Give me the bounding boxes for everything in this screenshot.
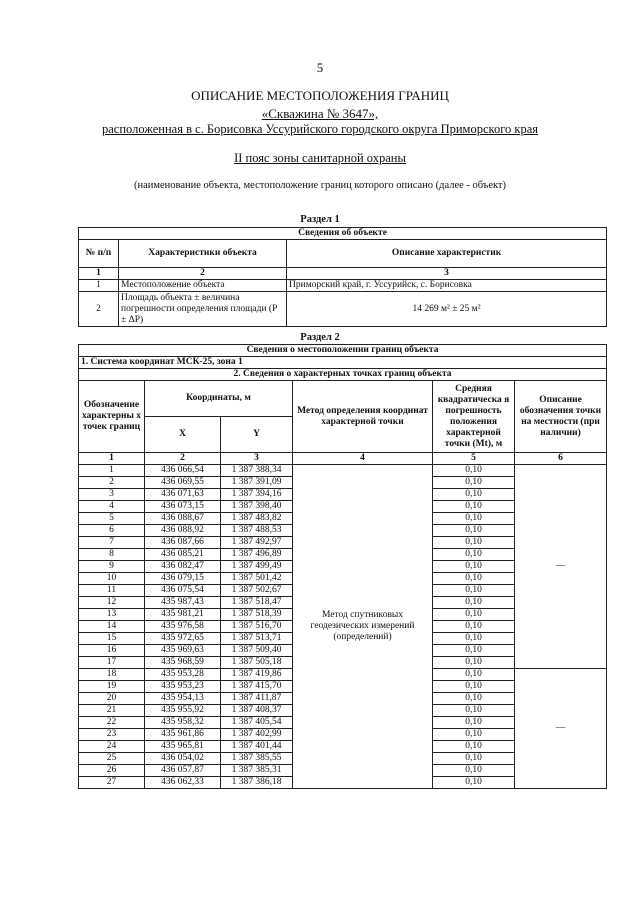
characteristic-cell: Местоположение объекта xyxy=(119,280,287,292)
y-coordinate: 1 387 502,67 xyxy=(221,585,293,597)
col-point-header: Обозначение характерны х точек границ xyxy=(79,381,145,453)
point-number: 13 xyxy=(79,609,145,621)
col-characteristics-header: Характеристики объекта xyxy=(119,240,287,268)
x-coordinate: 435 981,21 xyxy=(145,609,221,621)
mt-value: 0,10 xyxy=(433,741,515,753)
point-number: 20 xyxy=(79,693,145,705)
mt-value: 0,10 xyxy=(433,753,515,765)
mt-value: 0,10 xyxy=(433,477,515,489)
x-coordinate: 436 069,55 xyxy=(145,477,221,489)
mt-value: 0,10 xyxy=(433,765,515,777)
y-coordinate: 1 387 394,16 xyxy=(221,489,293,501)
y-coordinate: 1 387 501,42 xyxy=(221,573,293,585)
mt-value: 0,10 xyxy=(433,573,515,585)
mt-value: 0,10 xyxy=(433,537,515,549)
points-heading: 2. Сведения о характерных точках границ объекта xyxy=(79,369,607,381)
y-coordinate: 1 387 419,86 xyxy=(221,669,293,681)
y-coordinate: 1 387 385,55 xyxy=(221,753,293,765)
x-coordinate: 436 057,87 xyxy=(145,765,221,777)
x-coordinate: 435 972,65 xyxy=(145,633,221,645)
x-coordinate: 436 088,92 xyxy=(145,525,221,537)
point-number: 14 xyxy=(79,621,145,633)
y-coordinate: 1 387 509,40 xyxy=(221,645,293,657)
point-number: 24 xyxy=(79,741,145,753)
y-coordinate: 1 387 496,89 xyxy=(221,549,293,561)
x-coordinate: 435 965,81 xyxy=(145,741,221,753)
y-coordinate: 1 387 408,37 xyxy=(221,705,293,717)
point-number: 17 xyxy=(79,657,145,669)
point-number: 21 xyxy=(79,705,145,717)
table-row xyxy=(79,280,607,292)
mt-value: 0,10 xyxy=(433,597,515,609)
x-coordinate: 435 953,23 xyxy=(145,681,221,693)
x-coordinate: 436 062,33 xyxy=(145,777,221,789)
index-cell: 6 xyxy=(515,453,607,465)
point-number: 12 xyxy=(79,597,145,609)
y-coordinate: 1 387 398,40 xyxy=(221,501,293,513)
col-description-header: Описание обозначения точки на местности (при наличии) xyxy=(515,381,607,453)
index-cell: 5 xyxy=(433,453,515,465)
table-row xyxy=(79,465,607,477)
mt-value: 0,10 xyxy=(433,561,515,573)
boundary-heading: Сведения о местоположении границ объекта xyxy=(79,345,607,357)
col-x-header: X xyxy=(145,417,221,453)
mt-value: 0,10 xyxy=(433,633,515,645)
characteristic-cell: Площадь объекта ± величина погрешности определения площади (P ± ΔP) xyxy=(119,292,287,327)
point-number: 18 xyxy=(79,669,145,681)
point-number: 25 xyxy=(79,753,145,765)
y-coordinate: 1 387 499,49 xyxy=(221,561,293,573)
subtitle-note: (наименование объекта, местоположение границ которого описано (далее - объект) xyxy=(133,180,507,191)
point-number: 22 xyxy=(79,717,145,729)
y-coordinate: 1 387 402,99 xyxy=(221,729,293,741)
x-coordinate: 436 082,47 xyxy=(145,561,221,573)
col-description-header: Описание характеристик xyxy=(287,240,607,268)
x-coordinate: 436 054,02 xyxy=(145,753,221,765)
method-cell: Метод спутниковых геодезических измерений (определений) xyxy=(293,465,433,789)
point-number: 10 xyxy=(79,573,145,585)
mt-value: 0,10 xyxy=(433,513,515,525)
x-coordinate: 435 968,59 xyxy=(145,657,221,669)
y-coordinate: 1 387 391,09 xyxy=(221,477,293,489)
point-number: 5 xyxy=(79,513,145,525)
index-cell: 1 xyxy=(79,268,119,280)
point-number: 19 xyxy=(79,681,145,693)
section1-title: Раздел 1 xyxy=(300,214,340,225)
index-cell: 3 xyxy=(287,268,607,280)
index-cell: 3 xyxy=(221,453,293,465)
row-number: 1 xyxy=(79,280,119,292)
point-description: — xyxy=(515,669,607,789)
point-number: 26 xyxy=(79,765,145,777)
mt-value: 0,10 xyxy=(433,681,515,693)
table-row xyxy=(79,292,607,327)
mt-value: 0,10 xyxy=(433,621,515,633)
y-coordinate: 1 387 388,34 xyxy=(221,465,293,477)
point-number: 23 xyxy=(79,729,145,741)
mt-value: 0,10 xyxy=(433,501,515,513)
index-cell: 2 xyxy=(119,268,287,280)
y-coordinate: 1 387 513,71 xyxy=(221,633,293,645)
y-coordinate: 1 387 411,87 xyxy=(221,693,293,705)
mt-value: 0,10 xyxy=(433,777,515,789)
x-coordinate: 436 066,54 xyxy=(145,465,221,477)
y-coordinate: 1 387 488,53 xyxy=(221,525,293,537)
index-cell: 2 xyxy=(145,453,221,465)
x-coordinate: 435 987,43 xyxy=(145,597,221,609)
point-number: 2 xyxy=(79,477,145,489)
mt-value: 0,10 xyxy=(433,585,515,597)
description-cell: Приморский край, г. Уссурийск, с. Борисовка xyxy=(287,280,607,292)
coordinate-system: 1. Система координат МСК-25, зона 1 xyxy=(79,357,607,369)
mt-value: 0,10 xyxy=(433,729,515,741)
section2-title: Раздел 2 xyxy=(300,332,340,343)
point-number: 9 xyxy=(79,561,145,573)
y-coordinate: 1 387 401,44 xyxy=(221,741,293,753)
x-coordinate: 436 087,66 xyxy=(145,537,221,549)
point-number: 16 xyxy=(79,645,145,657)
x-coordinate: 435 961,86 xyxy=(145,729,221,741)
mt-value: 0,10 xyxy=(433,717,515,729)
mt-value: 0,10 xyxy=(433,657,515,669)
col-method-header: Метод определения координат характерной точки xyxy=(293,381,433,453)
x-coordinate: 436 088,67 xyxy=(145,513,221,525)
x-coordinate: 436 075,54 xyxy=(145,585,221,597)
col-y-header: Y xyxy=(221,417,293,453)
x-coordinate: 435 976,58 xyxy=(145,621,221,633)
page-number: 5 xyxy=(316,60,324,75)
point-number: 8 xyxy=(79,549,145,561)
y-coordinate: 1 387 385,31 xyxy=(221,765,293,777)
index-cell: 1 xyxy=(79,453,145,465)
y-coordinate: 1 387 405,54 xyxy=(221,717,293,729)
col-coordinates-header: Координаты, м xyxy=(145,381,293,417)
y-coordinate: 1 387 483,82 xyxy=(221,513,293,525)
object-location: расположенная в с. Борисовка Уссурийского городского округа Приморского края xyxy=(101,122,539,136)
object-info-heading: Сведения об объекте xyxy=(79,228,607,240)
mt-value: 0,10 xyxy=(433,609,515,621)
point-number: 11 xyxy=(79,585,145,597)
x-coordinate: 435 969,63 xyxy=(145,645,221,657)
point-number: 3 xyxy=(79,489,145,501)
point-number: 15 xyxy=(79,633,145,645)
mt-value: 0,10 xyxy=(433,489,515,501)
col-error-header: Средняя квадратическа я погрешность положения характерной точки (Mt), м xyxy=(433,381,515,453)
document-title: ОПИСАНИЕ МЕСТОПОЛОЖЕНИЯ ГРАНИЦ xyxy=(191,88,449,103)
x-coordinate: 435 958,32 xyxy=(145,717,221,729)
y-coordinate: 1 387 505,18 xyxy=(221,657,293,669)
index-cell: 4 xyxy=(293,453,433,465)
y-coordinate: 1 387 415,70 xyxy=(221,681,293,693)
mt-value: 0,10 xyxy=(433,465,515,477)
zone-title: II пояс зоны санитарной охраны xyxy=(234,151,406,165)
point-number: 27 xyxy=(79,777,145,789)
mt-value: 0,10 xyxy=(433,705,515,717)
y-coordinate: 1 387 386,18 xyxy=(221,777,293,789)
x-coordinate: 435 953,28 xyxy=(145,669,221,681)
x-coordinate: 435 954,13 xyxy=(145,693,221,705)
object-info-table xyxy=(78,227,607,327)
point-number: 7 xyxy=(79,537,145,549)
mt-value: 0,10 xyxy=(433,645,515,657)
mt-value: 0,10 xyxy=(433,669,515,681)
mt-value: 0,10 xyxy=(433,525,515,537)
x-coordinate: 435 955,92 xyxy=(145,705,221,717)
point-description: — xyxy=(515,465,607,669)
col-number-header: № п/п xyxy=(79,240,119,268)
mt-value: 0,10 xyxy=(433,693,515,705)
y-coordinate: 1 387 518,39 xyxy=(221,609,293,621)
x-coordinate: 436 085,21 xyxy=(145,549,221,561)
point-number: 1 xyxy=(79,465,145,477)
x-coordinate: 436 073,15 xyxy=(145,501,221,513)
description-cell: 14 269 м² ± 25 м² xyxy=(287,292,607,327)
row-number: 2 xyxy=(79,292,119,327)
point-number: 6 xyxy=(79,525,145,537)
y-coordinate: 1 387 518,47 xyxy=(221,597,293,609)
y-coordinate: 1 387 492,97 xyxy=(221,537,293,549)
y-coordinate: 1 387 516,70 xyxy=(221,621,293,633)
x-coordinate: 436 079,15 xyxy=(145,573,221,585)
point-number: 4 xyxy=(79,501,145,513)
mt-value: 0,10 xyxy=(433,549,515,561)
x-coordinate: 436 071,63 xyxy=(145,489,221,501)
boundary-points-table xyxy=(78,344,607,789)
object-name: «Скважина № 3647», xyxy=(261,106,379,121)
